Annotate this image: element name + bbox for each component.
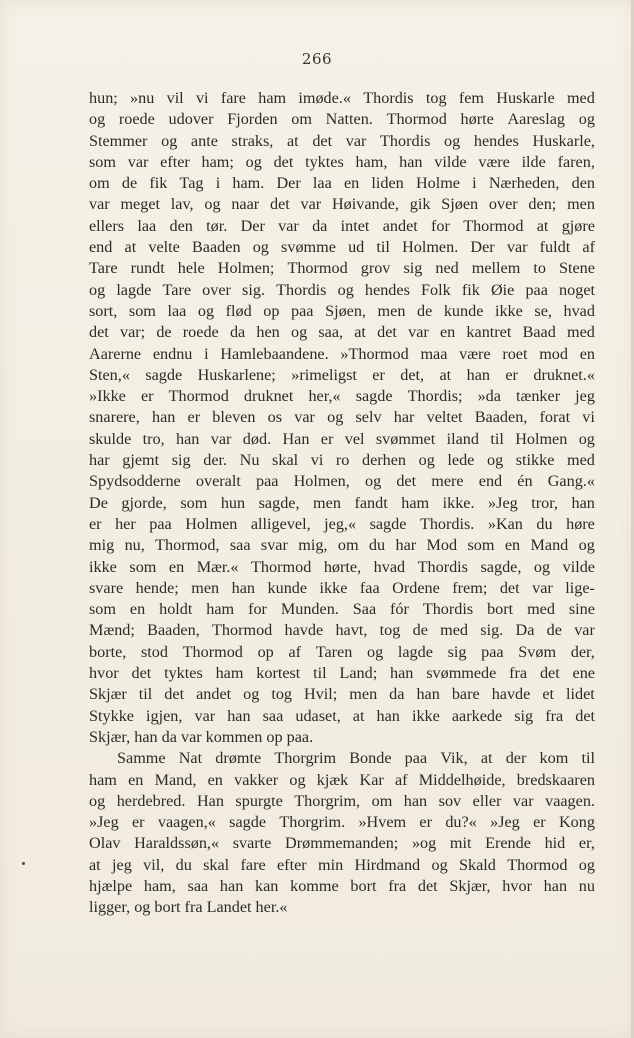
text-line: og roede udover Fjorden om Natten. Thormod hørte Aareslag og: [89, 110, 595, 129]
text-line: svare hende; men han kunde ikke faa Ordene frem; det var lige-: [89, 578, 595, 597]
text-line: om de fik Tag i ham. Der laa en liden Holme i Nærheden, den: [89, 174, 595, 193]
text-line: var meget lav, og naar det var Høivande, gik Sjøen over den; men: [89, 195, 595, 214]
text-line: »Jeg er vaagen,« sagde Thorgrim. »Hvem er du?« »Jeg er Kong: [89, 813, 595, 832]
text-line: som en holdt ham for Munden. Saa fór Thordis bort med sine: [89, 600, 595, 619]
text-line: og herdebred. Han spurgte Thorgrim, om han sov eller var vaagen.: [89, 791, 595, 810]
text-line: Samme Nat drømte Thorgrim Bonde paa Vik, at der kom til: [117, 749, 595, 768]
text-line: ham en Mand, en vakker og kjæk Kar af Middelhøide, bredskaaren: [89, 770, 595, 789]
text-line: og lagde Tare over sig. Thordis og hendes Folk fik Øie paa noget: [89, 280, 595, 299]
text-line: som var efter ham; og det tyktes ham, han vilde være ilde faren,: [89, 152, 595, 171]
text-line: Olav Haraldssøn,« svarte Drømmemanden; »og mit Erende hid er,: [89, 834, 595, 853]
text-line: snarere, han er bleven os var og selv har veltet Baaden, forat vi: [89, 408, 595, 427]
text-line: mig nu, Thormod, saa svar mig, om du har Mod som en Mand og: [89, 536, 595, 555]
text-line: at jeg vil, du skal fare efter min Hirdmand og Skald Thormod og: [89, 855, 595, 874]
body-text: [89, 88, 595, 919]
print-speck: [22, 862, 25, 865]
text-line: hvor det tyktes ham kortest til Land; han svømmede fra det ene: [89, 664, 595, 683]
text-line: Spydsodderne overalt paa Holmen, og det mere end én Gang.«: [89, 472, 595, 491]
text-line: »Ikke er Thormod druknet her,« sagde Thordis; »da tænker jeg: [89, 387, 595, 406]
text-line: De gjorde, som hun sagde, men fandt ham ikke. »Jeg tror, han: [89, 493, 595, 512]
text-line: Stykke igjen, var han saa udaset, at han ikke aarkede sig fra det: [89, 706, 595, 725]
text-line: hjælpe ham, saa han kan komme bort fra det Skjær, hvor han nu: [89, 876, 595, 895]
text-line: skulde tro, han var død. Han er vel svømmet iland til Holmen og: [89, 429, 595, 448]
text-line: har gjemt sig der. Nu skal vi ro derhen og lede og stikke med: [89, 451, 595, 470]
page-number: 266: [301, 50, 333, 68]
text-line: sort, som laa og flød op paa Sjøen, men de kunde ikke se, hvad: [89, 301, 595, 320]
text-line: Tare rundt hele Holmen; Thormod grov sig ned mellem to Stene: [89, 259, 595, 278]
text-line: ikke som en Mær.« Thormod hørte, hvad Thordis sagde, og vilde: [89, 557, 595, 576]
text-line: Sten,« sagde Huskarlene; »rimeligst er det, at han er druknet.«: [89, 365, 595, 384]
text-line: Aarerne endnu i Hamlebaandene. »Thormod maa være roet mod en: [89, 344, 595, 363]
text-line: ellers laa den tør. Der var da intet andet for Thormod at gjøre: [89, 216, 595, 235]
text-line: det var; de roede da hen og saa, at det var en kantret Baad med: [89, 323, 595, 342]
text-line: hun; »nu vil vi fare ham imøde.« Thordis tog fem Huskarle med: [89, 89, 595, 107]
text-line: Stemmer og ante straks, at det var Thordis og hendes Huskarle,: [89, 131, 595, 150]
text-line: ligger, og bort fra Landet her.«: [89, 898, 288, 917]
text-line: borte, stod Thormod op af Taren og lagde sig paa Svøm der,: [89, 642, 595, 661]
text-line: Skjær til det andet og tog Hvil; men da han bare havde et lidet: [89, 685, 595, 704]
text-line: er her paa Holmen alligevel, jeg,« sagde Thordis. »Kan du høre: [89, 514, 595, 533]
text-line: Skjær, han da var kommen op paa.: [89, 727, 314, 746]
text-line: Mænd; Baaden, Thormod havde havt, tog de med sig. Da de var: [89, 621, 595, 640]
text-line: end at velte Baaden og svømme ud til Holmen. Der var fuldt af: [89, 238, 595, 257]
